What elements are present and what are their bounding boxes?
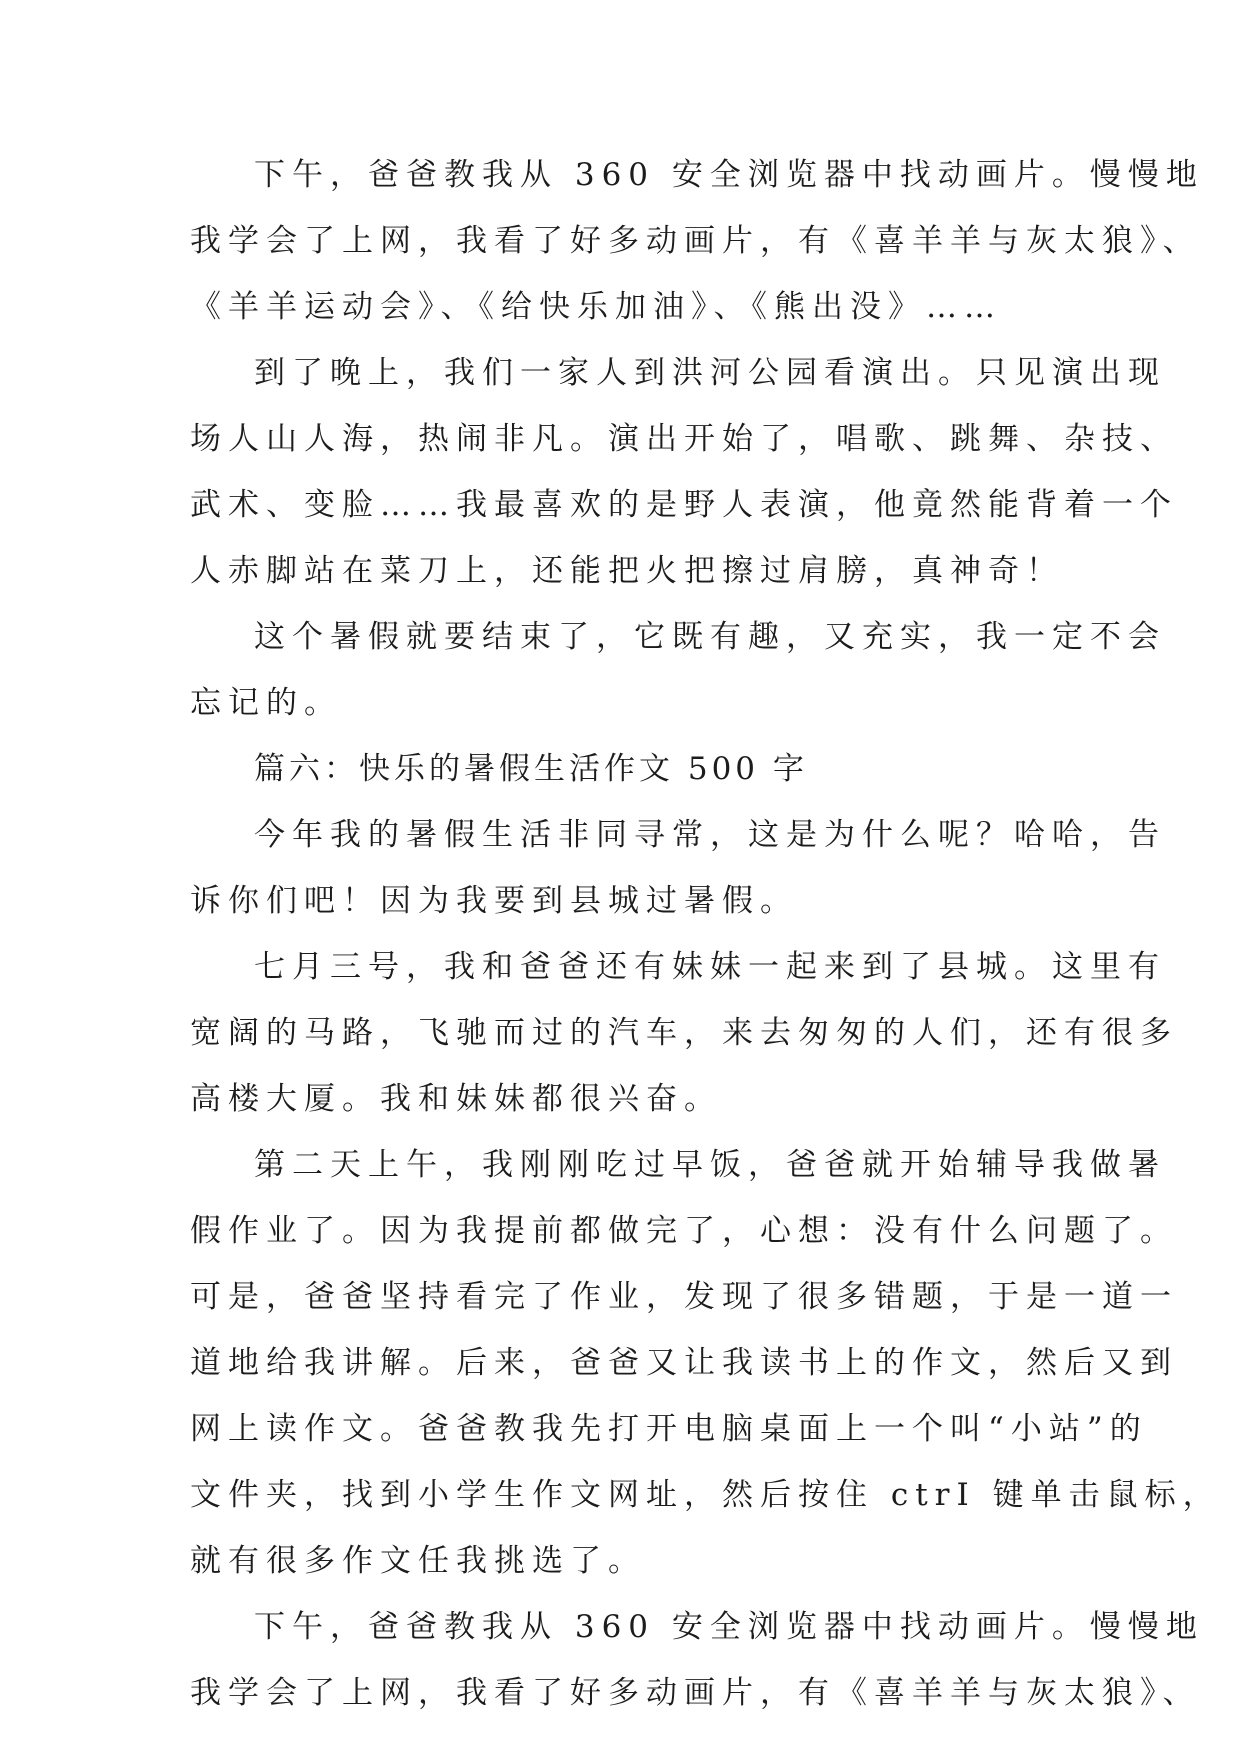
text-line-content: 文件夹，找到小学生作文网址，然后按住 ctrI 键单击鼠标， [190,1477,1221,1513]
text-line [0,224,1241,290]
text-line [0,554,1241,620]
paragraph [0,818,1241,950]
text-line [0,488,1241,554]
text-line-content: 诉你们吧！因为我要到县城过暑假。 [190,883,798,919]
document-body [0,158,1241,1742]
text-line-content: 假作业了。因为我提前都做完了，心想：没有什么问题了。 [190,1213,1178,1249]
text-line-content: 我学会了上网，我看了好多动画片，有《喜羊羊与灰太狼》、 [190,223,1201,259]
text-line-content: 七月三号，我和爸爸还有妹妹一起来到了县城。这里有 [254,949,1166,985]
text-line-content: 网上读作文。爸爸教我先打开电脑桌面上一个叫“小站”的 [190,1411,1148,1447]
text-line [0,1346,1241,1412]
text-line-content: 可是，爸爸坚持看完了作业，发现了很多错题，于是一道一 [190,1279,1178,1315]
text-line-content: 到了晚上，我们一家人到洪河公园看演出。只见演出现 [254,355,1166,391]
text-line [0,1610,1241,1676]
paragraph [0,950,1241,1148]
paragraph [0,158,1241,356]
text-line-content: 高楼大厦。我和妹妹都很兴奋。 [190,1081,722,1117]
section-heading [0,752,1241,818]
text-line [0,290,1241,356]
text-line [0,1214,1241,1280]
text-line [0,752,1241,818]
paragraph [0,1148,1241,1610]
text-line [0,818,1241,884]
text-line-content: 篇六：快乐的暑假生活作文 500 字 [254,751,808,787]
text-line-content: 就有很多作文任我挑选了。 [190,1543,646,1579]
text-line-content: 人赤脚站在菜刀上，还能把火把擦过肩膀，真神奇！ [190,553,1064,589]
text-line [0,1544,1241,1610]
text-line-content: 今年我的暑假生活非同寻常，这是为什么呢？哈哈，告 [254,817,1166,853]
text-line-content: 这个暑假就要结束了，它既有趣，又充实，我一定不会 [254,619,1166,655]
text-line [0,620,1241,686]
text-line [0,1478,1241,1544]
text-line [0,1280,1241,1346]
text-line [0,1016,1241,1082]
paragraph [0,1610,1241,1742]
text-line-content: 下午，爸爸教我从 360 安全浏览器中找动画片。慢慢地 [254,157,1204,193]
text-line [0,1082,1241,1148]
paragraph [0,620,1241,752]
text-line [0,1148,1241,1214]
text-line [0,1676,1241,1742]
paragraph [0,356,1241,620]
text-line-content: 宽阔的马路，飞驰而过的汽车，来去匆匆的人们，还有很多 [190,1015,1178,1051]
text-line [0,356,1241,422]
text-line [0,950,1241,1016]
text-line-content: 场人山人海，热闹非凡。演出开始了，唱歌、跳舞、杂技、 [190,421,1178,457]
text-line-content: 武术、变脸……我最喜欢的是野人表演，他竟然能背着一个 [190,487,1178,523]
text-line [0,884,1241,950]
text-line [0,1412,1241,1478]
text-line-content: 忘记的。 [190,685,342,721]
text-line-content: 道地给我讲解。后来，爸爸又让我读书上的作文，然后又到 [190,1345,1178,1381]
text-line [0,158,1241,224]
text-line-content: 《羊羊运动会》、《给快乐加油》、《熊出没》…… [190,289,1002,325]
text-line [0,686,1241,752]
text-line [0,422,1241,488]
text-line-content: 第二天上午，我刚刚吃过早饭，爸爸就开始辅导我做暑 [254,1147,1166,1183]
text-line-content: 我学会了上网，我看了好多动画片，有《喜羊羊与灰太狼》、 [190,1675,1201,1711]
text-line-content: 下午，爸爸教我从 360 安全浏览器中找动画片。慢慢地 [254,1609,1204,1645]
